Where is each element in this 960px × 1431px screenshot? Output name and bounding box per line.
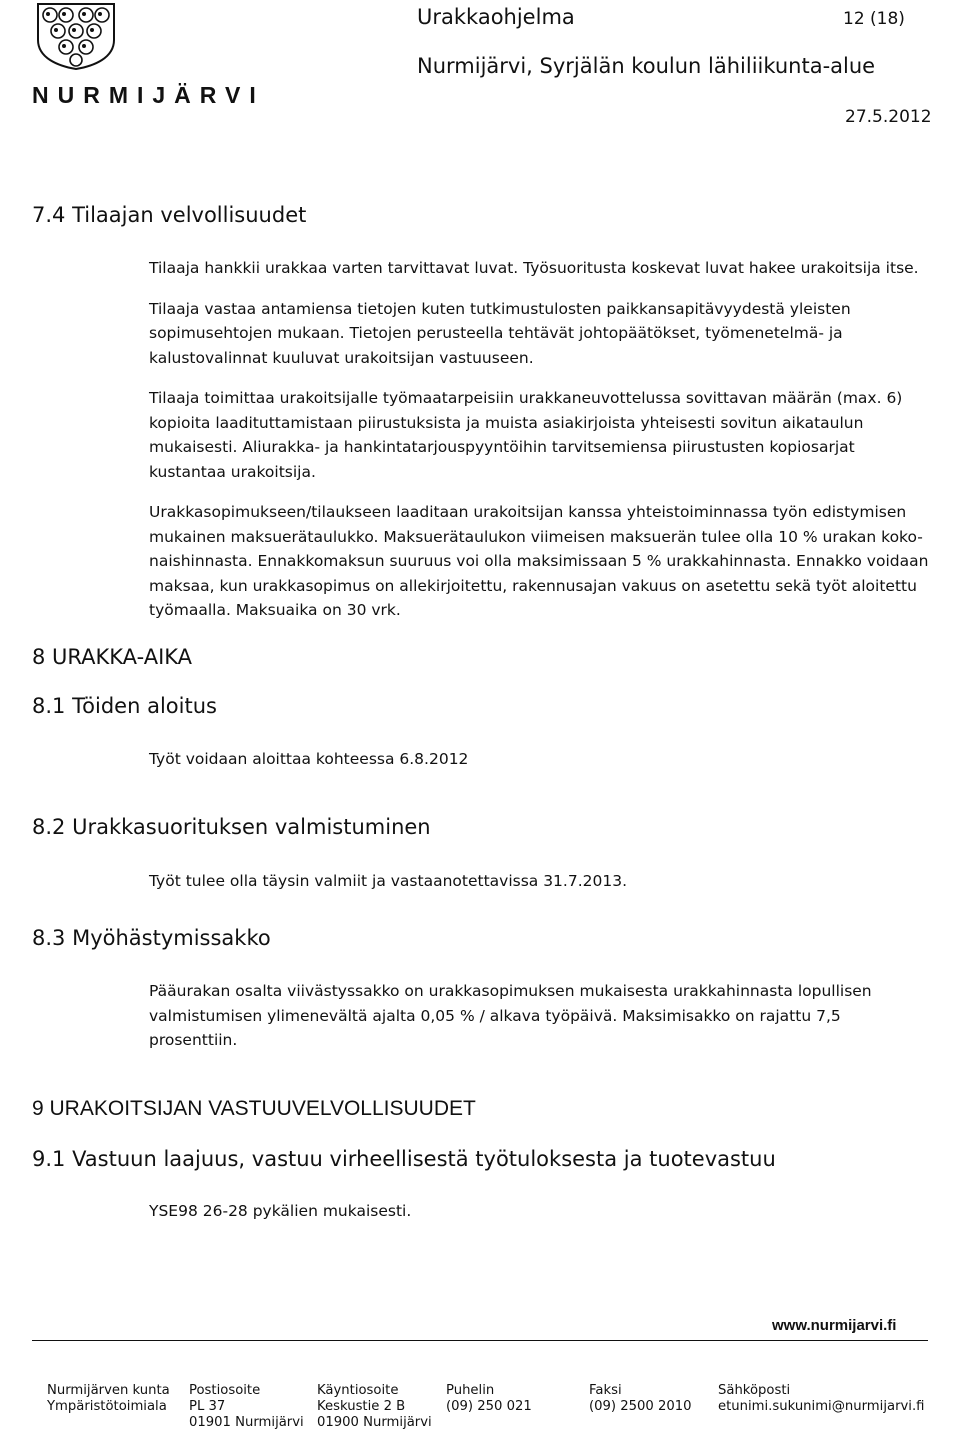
text-8-1: Työt voidaan aloittaa kohteessa 6.8.2012: [149, 750, 469, 768]
footer-label: Käyntiosoite: [317, 1383, 399, 1398]
text-line: Pääurakan osalta viivästyssakko on urakkasopimuksen mukaisesta urakkahinnasta lopullisen: [149, 982, 872, 1000]
text-line: sopimusehtojen mukaan. Tietojen perusteella tehtävät johtopäätökset, työmenetelmä- ja: [149, 324, 843, 342]
logo-wordmark: NURMIJÄRVI: [32, 82, 265, 108]
project-name: Nurmijärvi, Syrjälän koulun lähiliikunta-alue: [417, 54, 876, 78]
text-line: kalustovalinnat kuuluvat urakoitsijan vastuuseen.: [149, 348, 534, 367]
footer-value: 01900 Nurmijärvi: [317, 1415, 432, 1430]
footer-label: Nurmijärven kunta: [47, 1383, 170, 1398]
heading-9: 9 URAKOITSIJAN VASTUUVELVOLLISUUDET: [32, 1097, 476, 1120]
document-title: Urakkaohjelma: [417, 5, 575, 29]
text-line: mukainen maksuerätaulukko. Maksuerätaulukon viimeisen maksuerän tulee olla 10 % urakan koko-: [149, 527, 923, 546]
heading-8-3: 8.3 Myöhästymissakko: [32, 926, 271, 950]
paragraph: [149, 500, 928, 623]
text-line: Tilaaja hankkii urakkaa varten tarvittavat luvat. Työsuoritusta koskevat luvat hakee urakoitsija itse.: [149, 259, 919, 277]
heading-9-1: 9.1 Vastuun laajuus, vastuu virheellisestä työtuloksesta ja tuotevastuu: [32, 1147, 776, 1171]
footer-value: 01901 Nurmijärvi: [189, 1415, 304, 1430]
footer-col-phone: [446, 1383, 532, 1415]
section-7-4-body: [149, 256, 928, 639]
text-line: Tilaaja vastaa antamiensa tietojen kuten tutkimustulosten paikkansapitävyydestä yleisten: [149, 299, 851, 318]
footer-divider: [32, 1340, 928, 1341]
text-line: prosenttiin.: [149, 1031, 238, 1049]
text-line: Tilaaja toimittaa urakoitsijalle työmaatarpeisiin urakkaneuvottelussa sovittavan määrän (max. 6): [149, 389, 903, 407]
footer-value: Ympäristötoimiala: [47, 1399, 167, 1414]
heading-8: 8 URAKKA-AIKA: [32, 645, 193, 669]
footer-email-link[interactable]: etunimi.sukunimi@nurmijarvi.fi: [718, 1399, 925, 1414]
footer-value: PL 37: [189, 1399, 226, 1414]
footer-col-email: [718, 1383, 924, 1415]
text-8-3: [149, 979, 872, 1053]
paragraph: [149, 386, 928, 484]
text-line: työmaalla. Maksuaika on 30 vrk.: [149, 601, 401, 619]
footer-col-postal: [189, 1383, 304, 1431]
website-link[interactable]: www.nurmijarvi.fi: [772, 1317, 897, 1334]
text-line: mukaisesti. Aliurakka- ja hankintatarjouspyyntöihin tarvitsemiensa piirustusten kopiosarjat: [149, 438, 855, 456]
footer-label: Faksi: [589, 1383, 622, 1398]
text-line: Urakkasopimukseen/tilaukseen laaditaan urakoitsijan kanssa yhteistoiminnassa työn edistymisen: [149, 503, 907, 521]
heading-8-1: 8.1 Töiden aloitus: [32, 694, 217, 718]
heading-8-2: 8.2 Urakkasuorituksen valmistuminen: [32, 815, 431, 839]
text-line: naishinnasta. Ennakkomaksun suuruus voi olla maksimissaan 5 % urakkahinnasta. Ennakko voidaan: [149, 552, 929, 570]
footer-value: (09) 2500 2010: [589, 1399, 692, 1414]
text-line: kopioita laadituttamistaan piirustuksista ja muista asiakirjoista yhteisesti sovitun aikataulun: [149, 413, 864, 432]
text-line: kustantaa urakoitsija.: [149, 462, 316, 481]
footer-col-visiting: [317, 1383, 432, 1431]
footer-label: Postiosoite: [189, 1383, 261, 1398]
footer-col-fax: [589, 1383, 692, 1415]
text-9-1: YSE98 26-28 pykälien mukaisesti.: [149, 1202, 412, 1220]
text-8-2: Työt tulee olla täysin valmiit ja vastaanotettavissa 31.7.2013.: [149, 872, 628, 890]
document-date: 27.5.2012: [845, 107, 932, 127]
footer-value: Keskustie 2 B: [317, 1399, 406, 1414]
text-line: maksaa, kun urakkasopimus on allekirjoitettu, rakennusajan vakuus on asetettu sekä työt aloitettu: [149, 576, 917, 595]
logo: [32, 2, 277, 108]
footer-label: Sähköposti: [718, 1383, 791, 1398]
paragraph: [149, 297, 928, 371]
paragraph: [149, 256, 928, 281]
footer-col-organization: [47, 1383, 170, 1415]
text-line: valmistumisen ylimenevältä ajalta 0,05 % / alkava työpäivä. Maksimisakko on rajattu 7,5: [149, 1006, 841, 1025]
footer-value: (09) 250 021: [446, 1399, 532, 1414]
footer-label: Puhelin: [446, 1383, 495, 1398]
heading-7-4: 7.4 Tilaajan velvollisuudet: [32, 203, 307, 227]
page-number: 12 (18): [843, 9, 905, 29]
coat-of-arms-icon: [34, 2, 118, 70]
